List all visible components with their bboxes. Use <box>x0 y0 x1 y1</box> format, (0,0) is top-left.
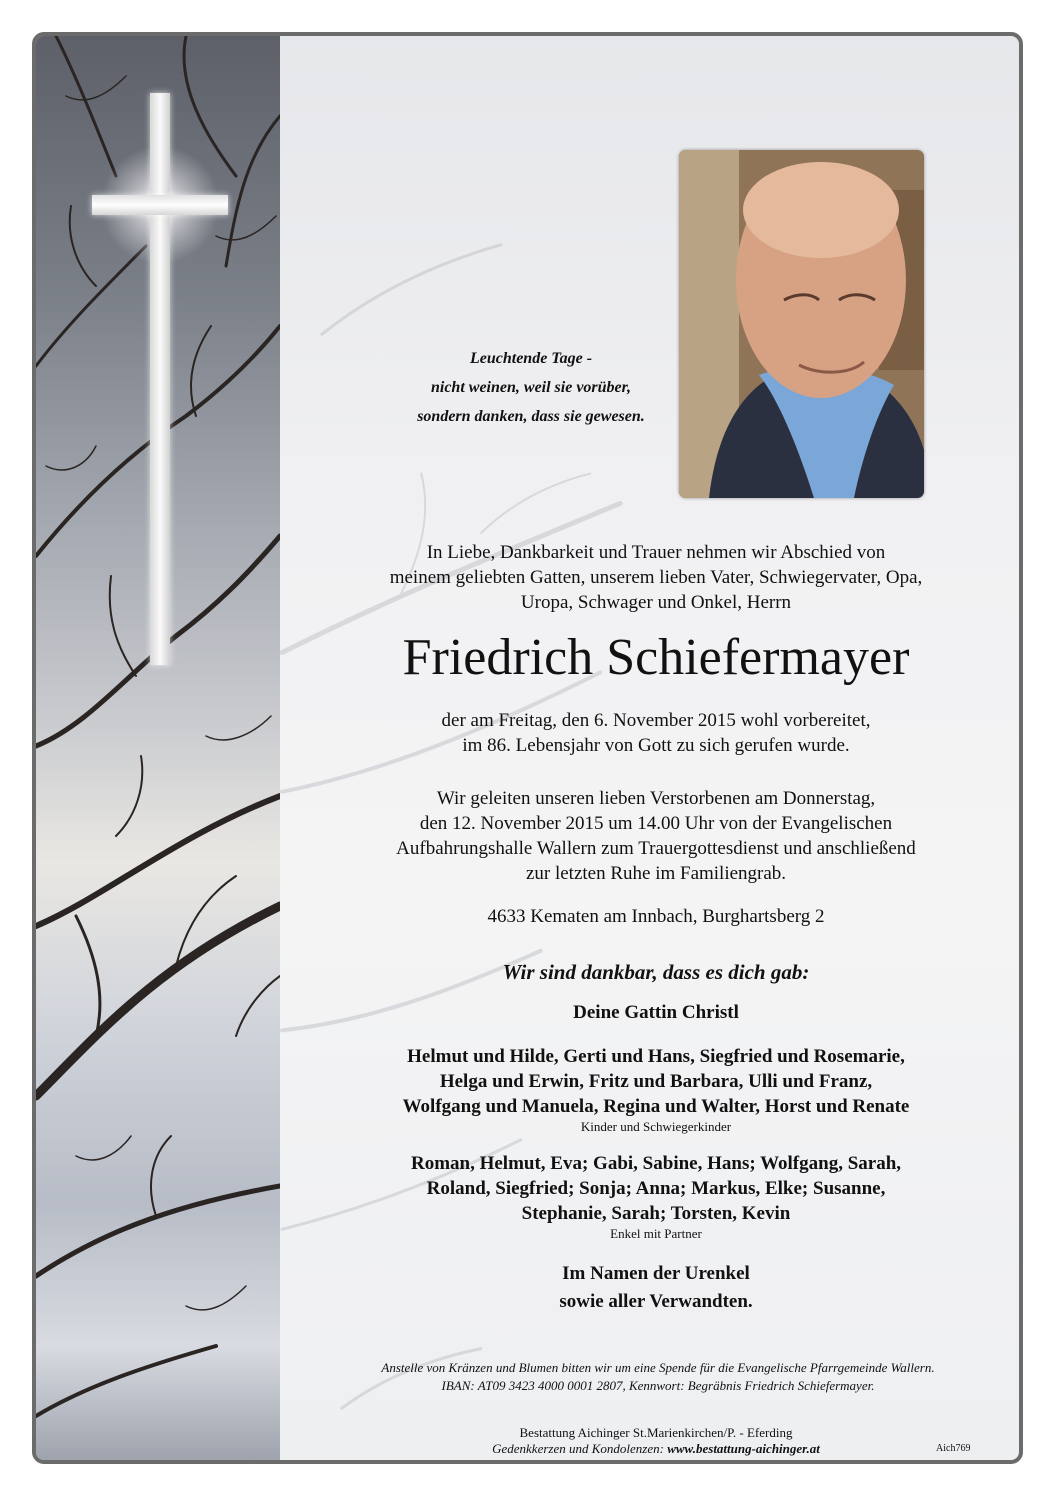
funeral-line: Wir geleiten unseren lieben Verstorbenen am Donnerstag, <box>436 788 876 809</box>
memorial-quote <box>366 344 696 431</box>
death-line: im 86. Lebensjahr von Gott zu sich gerufen wurde. <box>462 735 850 756</box>
closing-line: sowie aller Verwandten. <box>559 1291 753 1312</box>
cross-icon <box>150 93 170 665</box>
grandchildren-line: Roland, Siegfried; Sonja; Anna; Markus, Elke; Susanne, <box>426 1178 886 1199</box>
condolence-label: Gedenkkerzen und Kondolenzen: <box>492 1441 664 1456</box>
grandchildren-group <box>326 1151 986 1242</box>
portrait-photo <box>679 150 924 498</box>
closing-names <box>326 1260 986 1316</box>
death-line: der am Freitag, den 6. November 2015 wohl vorbereitet, <box>441 710 871 731</box>
form-code: Aich769 <box>936 1443 971 1454</box>
obituary-card <box>32 32 1023 1464</box>
donation-line: IBAN: AT09 3423 4000 0001 2807, Kennwort: Begräbnis Friedrich Schiefermayer. <box>441 1378 875 1393</box>
address: 4633 Kematen am Innbach, Burghartsberg 2 <box>487 906 825 927</box>
children-line: Wolfgang und Manuela, Regina und Walter, Horst und Renate <box>402 1096 910 1117</box>
death-notice <box>326 708 986 758</box>
grandchildren-line: Stephanie, Sarah; Torsten, Kevin <box>521 1203 791 1224</box>
grandchildren-caption: Enkel mit Partner <box>610 1226 702 1241</box>
quote-line: Leuchtende Tage - <box>469 350 593 367</box>
funeral-details <box>326 786 986 886</box>
side-panel-tree-sky-image <box>36 36 280 1460</box>
donation-line: Anstelle von Kränzen und Blumen bitten wir um eine Spende für die Evangelische Pfarrgemeinde Wallern. <box>381 1360 935 1375</box>
undertaker-website-link[interactable]: www.bestattung-aichinger.at <box>667 1441 820 1456</box>
intro-line: meinem geliebten Gatten, unserem lieben Vater, Schwiegervater, Opa, <box>389 567 923 588</box>
donation-request <box>298 1359 1018 1395</box>
thanks-heading: Wir sind dankbar, dass es dich gab: <box>502 960 810 984</box>
cross-bar-icon <box>92 195 228 215</box>
funeral-line: zur letzten Ruhe im Familiengrab. <box>525 863 787 884</box>
farewell-intro <box>326 540 986 615</box>
funeral-line: Aufbahrungshalle Wallern zum Trauergottesdienst und anschließend <box>396 838 916 859</box>
children-group <box>326 1044 986 1135</box>
spouse: Deine Gattin Christl <box>573 1002 739 1023</box>
children-caption: Kinder und Schwiegerkinder <box>580 1119 732 1134</box>
intro-line: Uropa, Schwager und Onkel, Herrn <box>520 592 792 613</box>
deceased-name: Friedrich Schiefermayer <box>402 629 910 686</box>
funeral-line: den 12. November 2015 um 14.00 Uhr von der Evangelischen <box>419 813 893 834</box>
quote-line: sondern danken, dass sie gewesen. <box>417 408 645 425</box>
intro-line: In Liebe, Dankbarkeit und Trauer nehmen wir Abschied von <box>426 542 886 563</box>
quote-line: nicht weinen, weil sie vorüber, <box>430 379 631 396</box>
undertaker-name: Bestattung Aichinger St.Marienkirchen/P. - Eferding <box>519 1425 793 1440</box>
closing-line: Im Namen der Urenkel <box>562 1263 750 1284</box>
condolence-line <box>436 1441 876 1457</box>
grandchildren-line: Roman, Helmut, Eva; Gabi, Sabine, Hans; Wolfgang, Sarah, <box>410 1153 902 1174</box>
undertaker-info <box>436 1425 876 1457</box>
children-line: Helga und Erwin, Fritz und Barbara, Ulli und Franz, <box>439 1071 873 1092</box>
children-line: Helmut und Hilde, Gerti und Hans, Siegfried und Rosemarie, <box>407 1046 905 1067</box>
